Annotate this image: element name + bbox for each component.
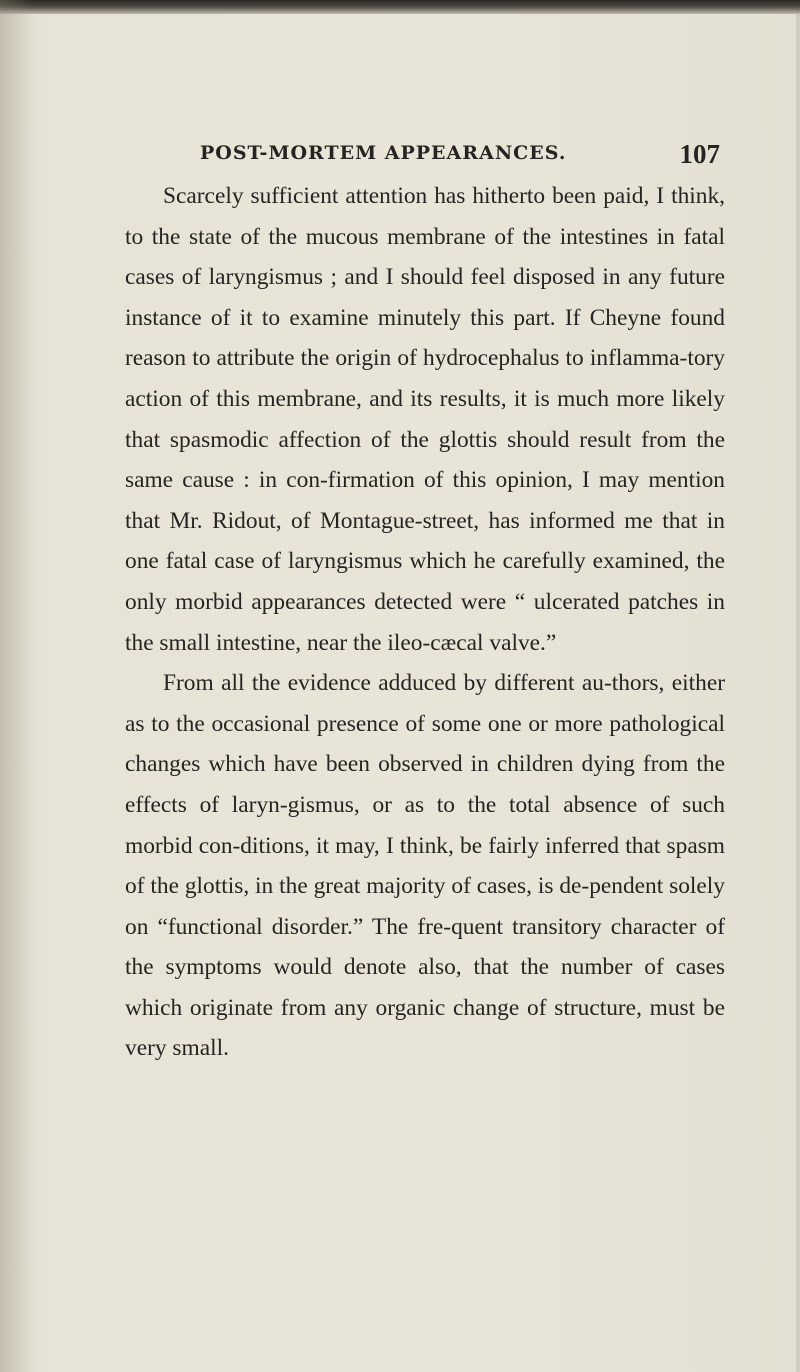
paragraph-laryngismus-intestines: Scarcely sufficient attention has hitherto been paid, I think, to the state of the mucous membrane of the intestines in fatal cases of laryngismus ; and I should feel disposed in any future instance of it to examine minutely this part. If Cheyne found reason to attribute the origin of hydrocephalus to inflamma-tory action of this membrane, and its results, it is much more likely that spasmodic affection of the glottis should result from the same cause : in con-firmation of this opinion, I may mention that Mr. Ridout, of Montague-street, has informed me that in one fatal case of laryngismus which he carefully examined, the only morbid appearances detected were “ ulcerated patches in the small intestine, near the ileo-cæcal valve.” [125,183,725,656]
spine-shadow [0,0,34,1372]
page-number: 107 [679,139,720,169]
page-top-edge [0,0,800,14]
body-text [125,176,725,1069]
page-header [200,139,720,176]
paragraph-functional-disorder: From all the evidence adduced by different au-thors, either as to the occasional presence of some one or more pathological changes which have been observed in children dying from the effects of laryn-gismus, or as to the total absence of such morbid con-ditions, it may, I think, be fairly inferred that spasm of the glottis, in the great majority of cases, is de-pendent solely on “functional disorder.” The fre-quent transitory character of the symptoms would denote also, that the number of cases which originate from any organic change of structure, must be very small. [125,670,725,1062]
page-right-edge [796,14,800,1372]
running-head: POST-MORTEM APPEARANCES. [200,142,567,164]
